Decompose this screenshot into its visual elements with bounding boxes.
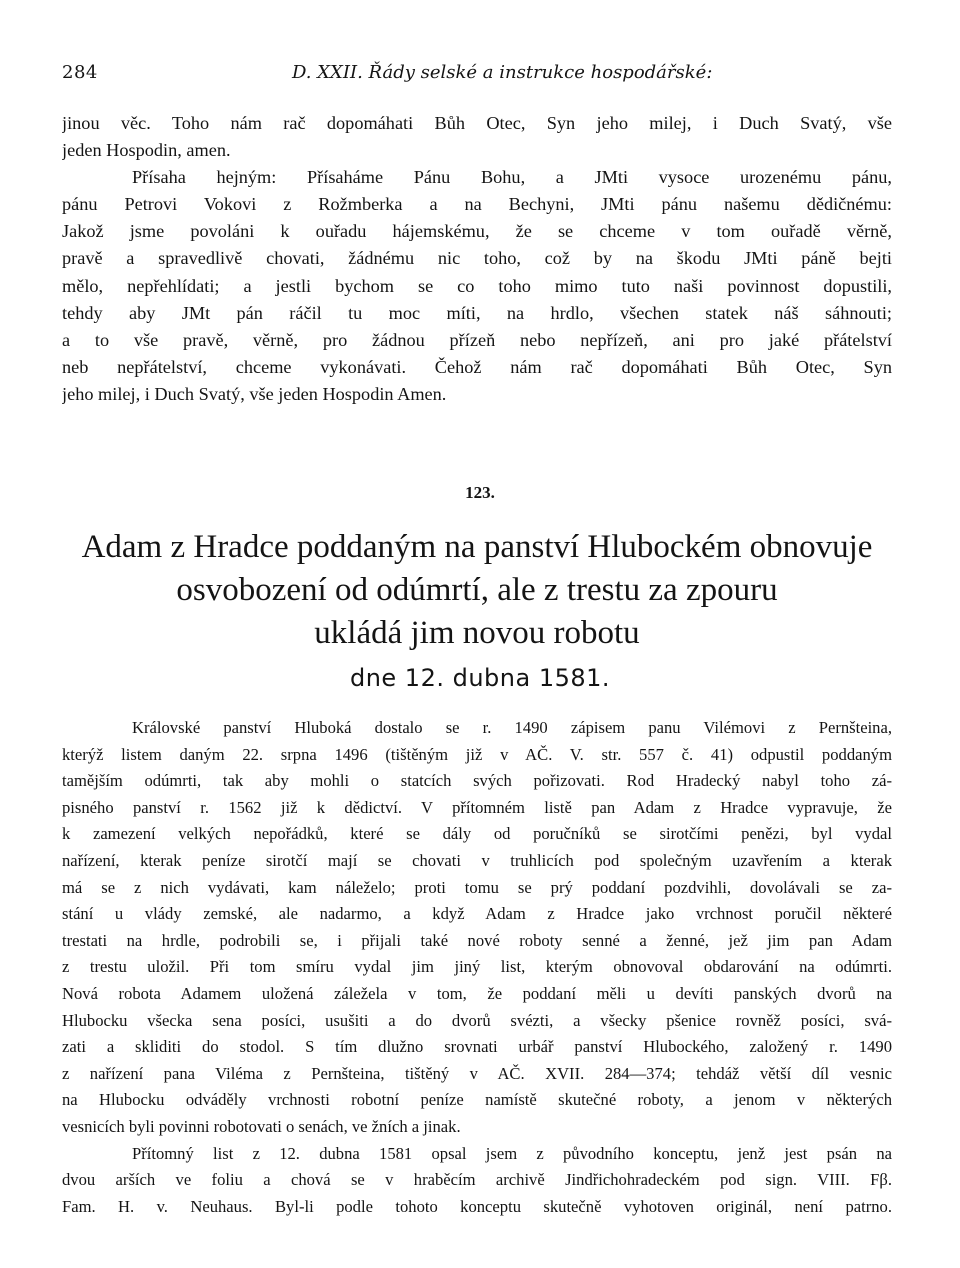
text-line: nařízení, kterak peníze sirotčí mají se chovati v truhlicích pod společným uzavřením a kterak [62, 850, 892, 870]
text-line: pánu Petrovi Vokovi z Rožmberka a na Bechyni, JMti pánu našemu dědičnému: [62, 194, 892, 215]
page-number: 284 [62, 62, 98, 83]
text-line: Přítomný list z 12. dubna 1581 opsal jsem z původního konceptu, jenž jest psán na [132, 1143, 892, 1163]
title-line: osvobození od odúmrtí, ale z trestu za zpouru [176, 572, 778, 608]
text-line: tamějším odúmrti, tak aby mohli o statcích svých pořizovati. Rod Hradecký nabyl toho zá- [62, 771, 892, 791]
text-line: a to vše pravě, věrně, pro žádnou přízeň nebo nepřízeň, ani pro jaké přátelství [62, 329, 892, 350]
editorial-introduction [62, 715, 892, 1220]
text-line: mělo, nepřehlídati; a jestli bychom se co toho mimo tuto naši povinnost dopustili, [62, 275, 892, 296]
text-line: Jakož jsme povoláni k ouřadu hájemskému, že se chceme v tom ouřadě věrně, [62, 221, 892, 242]
document-number: 123. [465, 483, 495, 502]
text-line: Fam. H. v. Neuhaus. Byl-li podle tohoto konceptu skutečně vyhotoven originál, není patrno. [62, 1196, 892, 1216]
text-line: Hlubocku všecka sena posíci, usušiti a do dvorů svézti, a všecky pšenice rovněž posíci, svá- [62, 1010, 892, 1030]
text-line: na Hlubocku odváděly vrchnosti robotní peníze namístě skutečné roboty, a jenom v některých [62, 1090, 892, 1110]
text-line: jinou věc. Toho nám rač dopomáhati Bůh Otec, Syn jeho milej, i Duch Svatý, vše [62, 113, 892, 133]
text-line: vesnicích byli povinni robotovati o senách, ve žních a jinak. [62, 1116, 461, 1136]
text-line: stání u vlády zemské, ale nadarmo, a když Adam z Hradce jako vrchnost poručil některé [62, 904, 892, 924]
title-line: Adam z Hradce poddaným na panství Hlubockém obnovuje [81, 529, 873, 565]
text-line: z trestu uložil. Při tom smíru vydal jim jiný list, kterým obnovoval obdarování na odúmrti. [62, 957, 892, 977]
text-line: Nová robota Adamem uložená záležela v tom, že poddaní měli u devíti panských dvorů na [62, 983, 892, 1003]
text-line: Přísaha hejným: Přísaháme Pánu Bohu, a JMti vysoce urozenému pánu, [132, 167, 892, 188]
text-line: pisného panství r. 1562 již k dědictví. V přítomném listě pan Adam z Hradce vypravuje, že [62, 797, 892, 817]
page-header [62, 62, 892, 86]
text-line: Královské panství Hluboká dostalo se r. 1490 zápisem panu Vilémovi z Pernšteina, [132, 718, 892, 737]
text-line: zati a skliditi do stodol. S tím dlužno srovnati urbář panství Hlubockého, založený r. 1490 [62, 1037, 892, 1057]
text-line: má se z nich vydávati, kam náleželo; proti tomu se prý poddaní pozdvihli, dovolávali se za- [62, 877, 892, 897]
text-line: z nařízení pana Viléma z Pernšteina, tištěný v AČ. XVII. 284—374; tehdáž větší díl vesnic [62, 1063, 892, 1083]
text-line: jeden Hospodin, amen. [62, 140, 231, 161]
title-line: ukládá jim novou robotu [314, 615, 640, 651]
text-line: kterýž listem daným 22. srpna 1496 (tištěným již v AČ. V. str. 557 č. 41) odpustil poddaným [62, 744, 892, 764]
text-line: dvou arších ve foliu a chová se v hraběcím archivě Jindřichohradeckém pod sign. VIII. Fβ. [62, 1170, 892, 1190]
oath-text [62, 110, 892, 408]
text-line: pravě a spravedlivě chovati, žádnému nic toho, což by na škodu JMti páně bejti [62, 248, 892, 269]
text-line: trestati na hrdle, podrobili se, i přijali také nové roboty senné a ženné, jež jim pan Adam [62, 930, 892, 950]
text-line: k zamezení velkých nepořádků, které se dály od poručníků se sirotčími penězi, byl vydal [62, 824, 892, 844]
running-head: D. XXII. Řády selské a instrukce hospodářské: [292, 62, 713, 83]
text-line: neb nepřátelství, chceme vykonávati. Čehož nám rač dopomáhati Bůh Otec, Syn [62, 356, 892, 377]
text-line: jeho milej, i Duch Svatý, vše jeden Hospodin Amen. [62, 383, 447, 404]
document-date: dne 12. dubna 1581. [349, 664, 611, 692]
text-line: tehdy aby JMt pán ráčil tu moc míti, na hrdlo, všechen statek náš sáhnouti; [62, 302, 892, 323]
document-title [62, 526, 892, 655]
